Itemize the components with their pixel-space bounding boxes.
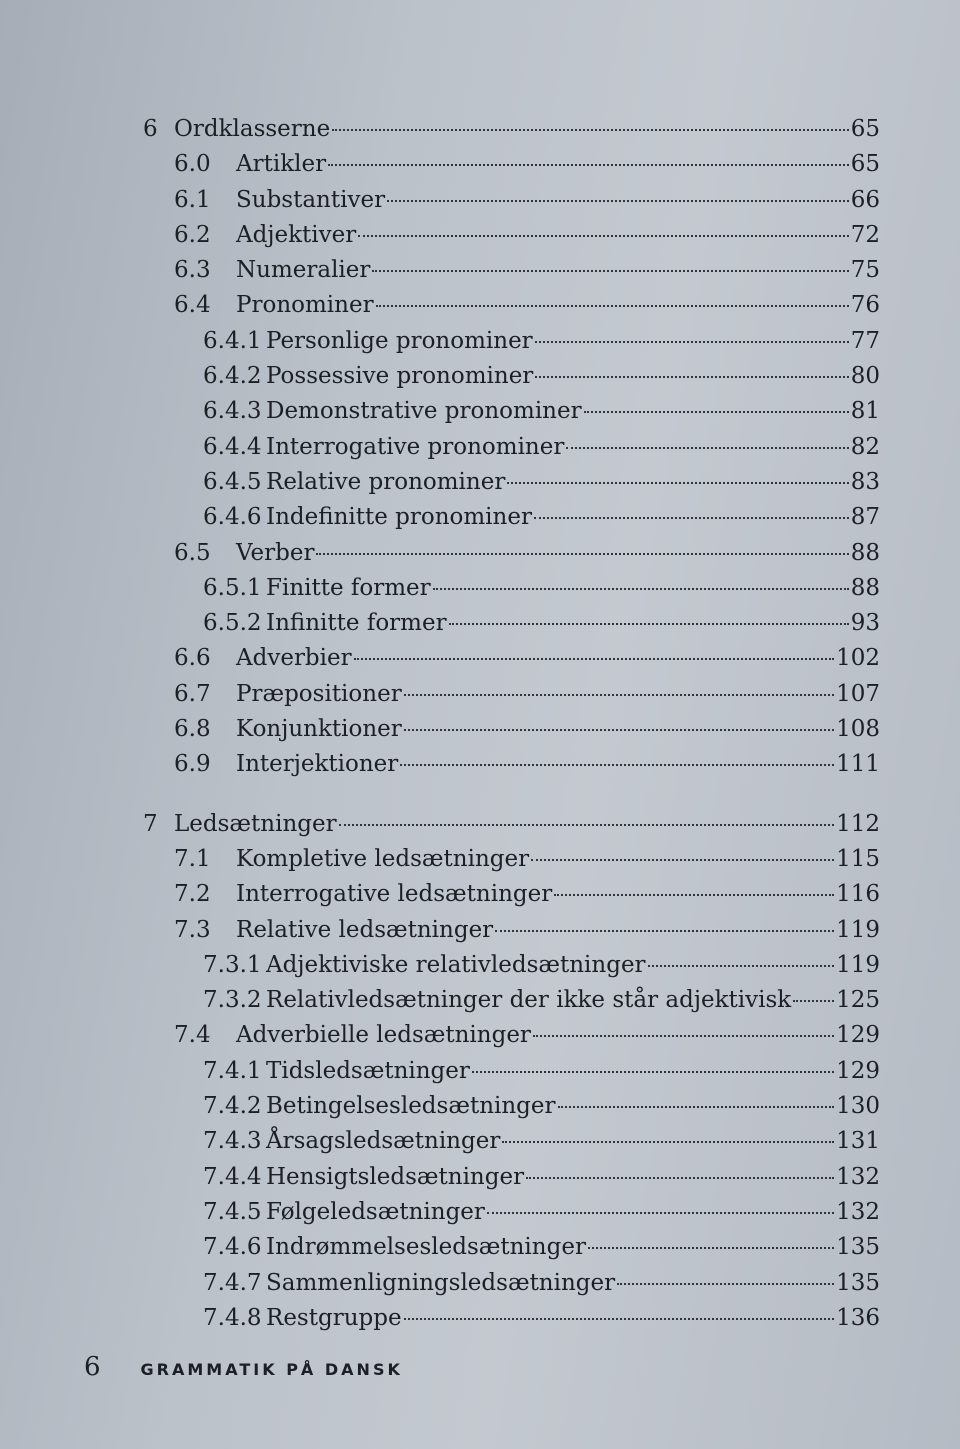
dot-leader — [495, 930, 834, 932]
toc-entry-page: 111 — [836, 751, 880, 778]
toc-entry-number: 6.2 — [174, 221, 211, 248]
toc-entry-line — [266, 1266, 880, 1301]
dot-leader — [332, 129, 849, 131]
toc-entry-number: 6.4.3 — [203, 398, 262, 425]
toc-entry — [0, 641, 960, 676]
toc-entry — [0, 948, 960, 983]
toc-entry-page: 93 — [850, 610, 880, 637]
toc-entry-title: Adverbielle ledsætninger — [236, 1022, 531, 1049]
dot-leader — [535, 341, 849, 343]
toc-entry-title: Relative ledsætninger — [236, 916, 494, 943]
toc-entry — [0, 571, 960, 606]
toc-entry — [0, 983, 960, 1018]
toc-entry — [0, 430, 960, 465]
toc-entry-title: Substantiver — [236, 186, 386, 213]
toc-entry-page: 88 — [850, 574, 880, 601]
toc-entry-line — [236, 183, 880, 218]
toc-entry-number: 7.3 — [174, 916, 211, 943]
toc-entry-number: 7.4.2 — [203, 1093, 262, 1120]
dot-leader — [648, 965, 835, 967]
dot-leader — [372, 270, 848, 272]
toc-entry-line — [236, 147, 880, 182]
toc-entry-page: 112 — [836, 810, 880, 837]
toc-entry — [0, 747, 960, 782]
toc-entry — [0, 465, 960, 500]
toc-entry — [0, 324, 960, 359]
toc-entry-number: 7.4.4 — [203, 1163, 262, 1190]
toc-entry-number: 7.1 — [174, 845, 211, 872]
toc-entry-line — [266, 1089, 880, 1124]
toc-entry-title: Indrømmelsesledsætninger — [266, 1234, 586, 1261]
toc-entry-number: 6.0 — [174, 151, 211, 178]
toc-entry-title: Adverbier — [236, 645, 352, 672]
dot-leader — [449, 623, 849, 625]
toc-entry-number: 6.4 — [174, 292, 211, 319]
toc-entry-number: 6.5 — [174, 539, 211, 566]
toc-entry — [0, 253, 960, 288]
toc-entry-page: 107 — [836, 680, 880, 707]
toc-entry-title: Interrogative pronominer — [266, 433, 565, 460]
toc-entry-line — [266, 465, 880, 500]
dot-leader — [531, 859, 834, 861]
toc-entry-title: Relativledsætninger der ikke står adjektivisk — [266, 987, 792, 1014]
toc-entry-number: 7.4.3 — [203, 1128, 262, 1155]
toc-entry-number: 7.3.1 — [203, 951, 262, 978]
toc-entry-line — [266, 1195, 880, 1230]
table-of-contents — [0, 112, 960, 1336]
toc-entry-page: 88 — [850, 539, 880, 566]
toc-entry-line — [266, 983, 880, 1018]
toc-entry-page: 131 — [836, 1128, 880, 1155]
dot-leader — [588, 1247, 834, 1249]
running-book-title: GRAMMATIK PÅ DANSK — [140, 1360, 403, 1379]
toc-entry-page: 77 — [850, 327, 880, 354]
dot-leader — [617, 1283, 834, 1285]
toc-entry — [0, 1089, 960, 1124]
dot-leader — [328, 164, 849, 166]
toc-entry-title: Finitte former — [266, 574, 431, 601]
dot-leader — [535, 376, 848, 378]
toc-entry-line — [236, 712, 880, 747]
toc-entry-line — [266, 394, 880, 429]
toc-entry-title: Ordklasserne — [174, 116, 331, 142]
toc-entry-title: Tidsledsætninger — [266, 1057, 470, 1084]
toc-entry-number: 6.7 — [174, 680, 211, 707]
toc-entry — [0, 500, 960, 535]
toc-entry-line — [236, 747, 880, 782]
toc-entry-title: Pronominer — [236, 292, 374, 319]
toc-entry-title: Adjektiviske relativledsætninger — [266, 951, 646, 978]
dot-leader — [566, 447, 848, 449]
toc-entry-page: 129 — [836, 1057, 880, 1084]
toc-entry — [0, 359, 960, 394]
toc-entry-number: 6.8 — [174, 716, 211, 743]
dot-leader — [472, 1071, 834, 1073]
toc-entry — [0, 394, 960, 429]
toc-entry — [0, 288, 960, 323]
toc-entry-page: 135 — [836, 1234, 880, 1261]
toc-entry-number: 6 — [143, 116, 158, 142]
toc-entry-line — [236, 641, 880, 676]
dot-leader — [554, 894, 834, 896]
toc-entry — [0, 1054, 960, 1089]
toc-entry-number: 7.4.1 — [203, 1057, 262, 1084]
dot-leader — [404, 694, 834, 696]
toc-entry-line — [266, 1124, 880, 1159]
toc-entry-line — [266, 430, 880, 465]
toc-entry-title: Adjektiver — [236, 221, 357, 248]
toc-entry-page: 132 — [836, 1163, 880, 1190]
toc-entry — [0, 536, 960, 571]
page-number: 6 — [84, 1352, 101, 1382]
toc-entry-line — [266, 1230, 880, 1265]
toc-entry-line — [236, 253, 880, 288]
toc-entry-line — [266, 1301, 880, 1336]
toc-entry-page: 135 — [836, 1269, 880, 1296]
toc-entry-number: 6.9 — [174, 751, 211, 778]
dot-leader — [534, 517, 849, 519]
toc-entry-number: 7.4.6 — [203, 1234, 262, 1261]
toc-entry-page: 80 — [850, 363, 880, 390]
dot-leader — [433, 588, 849, 590]
dot-leader — [507, 482, 848, 484]
dot-leader — [354, 658, 834, 660]
toc-entry-title: Følgeledsætninger — [266, 1198, 485, 1225]
toc-entry-line — [236, 536, 880, 571]
toc-entry-number: 6.4.4 — [203, 433, 262, 460]
toc-entry-line — [266, 1160, 880, 1195]
toc-entry-page: 108 — [836, 716, 880, 743]
toc-entry-title: Personlige pronominer — [266, 327, 533, 354]
dot-leader — [400, 764, 834, 766]
toc-entry-title: Årsagsledsætninger — [266, 1128, 501, 1155]
toc-entry-number: 7.4 — [174, 1022, 211, 1049]
toc-entry-page: 130 — [836, 1093, 880, 1120]
dot-leader — [376, 305, 849, 307]
toc-entry-page: 136 — [836, 1304, 880, 1331]
toc-entry-page: 65 — [850, 151, 880, 178]
toc-entry-line — [266, 606, 880, 641]
toc-entry-number: 7.3.2 — [203, 987, 262, 1014]
toc-entry-number: 6.4.6 — [203, 504, 262, 531]
toc-entry — [0, 1266, 960, 1301]
toc-entry-title: Interjektioner — [236, 751, 399, 778]
toc-entry-number: 7.4.5 — [203, 1198, 262, 1225]
toc-entry — [0, 1301, 960, 1336]
toc-entry-title: Præpositioner — [236, 680, 402, 707]
toc-entry-page: 82 — [850, 433, 880, 460]
toc-entry-number: 6.4.5 — [203, 468, 262, 495]
toc-entry — [0, 913, 960, 948]
toc-chapter-6 — [0, 112, 960, 783]
dot-leader — [793, 1000, 834, 1002]
toc-entry — [0, 877, 960, 912]
toc-entry-title: Possessive pronominer — [266, 363, 534, 390]
toc-entry — [0, 1160, 960, 1195]
toc-entry-title: Konjunktioner — [236, 716, 402, 743]
dot-leader — [404, 1318, 835, 1320]
toc-entry-number: 7.4.8 — [203, 1304, 262, 1331]
toc-entry-line — [236, 1018, 880, 1053]
dot-leader — [404, 729, 834, 731]
toc-entry-title: Interrogative ledsætninger — [236, 881, 553, 908]
toc-entry-page: 87 — [850, 504, 880, 531]
toc-entry — [0, 1124, 960, 1159]
toc-entry-title: Indefinitte pronominer — [266, 504, 532, 531]
toc-entry-page: 65 — [850, 116, 880, 142]
toc-entry-title: Restgruppe — [266, 1304, 402, 1331]
toc-entry-line — [236, 913, 880, 948]
toc-entry-line — [266, 571, 880, 606]
toc-entry — [0, 1230, 960, 1265]
dot-leader — [526, 1177, 834, 1179]
page-footer — [84, 1352, 403, 1382]
toc-entry-line — [236, 218, 880, 253]
dot-leader — [487, 1212, 834, 1214]
toc-entry-title: Relative pronominer — [266, 468, 506, 495]
toc-entry-line — [236, 677, 880, 712]
toc-entry-page: 72 — [850, 221, 880, 248]
dot-leader — [533, 1035, 834, 1037]
dot-leader — [358, 235, 849, 237]
toc-entry-title: Sammenligningsledsætninger — [266, 1269, 616, 1296]
toc-entry-title: Hensigtsledsætninger — [266, 1163, 525, 1190]
toc-entry-page: 119 — [836, 916, 880, 943]
toc-entry-page: 119 — [836, 951, 880, 978]
toc-entry — [0, 1018, 960, 1053]
dot-leader — [558, 1106, 835, 1108]
toc-entry-number: 6.4.2 — [203, 363, 262, 390]
toc-entry-title: Ledsætninger — [174, 810, 337, 837]
toc-entry — [0, 712, 960, 747]
toc-entry-number: 6.5.2 — [203, 610, 262, 637]
toc-entry — [0, 112, 960, 147]
toc-entry — [0, 807, 960, 842]
toc-entry-number: 6.4.1 — [203, 327, 262, 354]
toc-entry-number: 7.2 — [174, 881, 211, 908]
toc-entry-page: 125 — [836, 987, 880, 1014]
dot-leader — [584, 411, 849, 413]
toc-entry — [0, 677, 960, 712]
toc-entry-title: Betingelsesledsætninger — [266, 1093, 556, 1120]
toc-entry-page: 129 — [836, 1022, 880, 1049]
toc-entry-number: 6.1 — [174, 186, 211, 213]
toc-entry-page: 116 — [836, 881, 880, 908]
toc-entry-line — [266, 324, 880, 359]
dot-leader — [316, 553, 848, 555]
toc-entry-title: Demonstrative pronominer — [266, 398, 582, 425]
toc-entry-line — [266, 948, 880, 983]
dot-leader — [387, 200, 849, 202]
toc-entry — [0, 183, 960, 218]
toc-entry-page: 75 — [850, 257, 880, 284]
toc-entry-page: 76 — [850, 292, 880, 319]
toc-entry-page: 115 — [836, 845, 880, 872]
toc-chapter-7 — [0, 807, 960, 1336]
toc-entry-number: 6.3 — [174, 257, 211, 284]
toc-entry-page: 81 — [850, 398, 880, 425]
chapter-gap — [0, 783, 960, 807]
toc-entry — [0, 218, 960, 253]
toc-entry-page: 102 — [836, 645, 880, 672]
toc-entry-title: Infinitte former — [266, 610, 447, 637]
toc-entry — [0, 606, 960, 641]
toc-entry — [0, 1195, 960, 1230]
toc-entry-title: Verber — [236, 539, 315, 566]
dot-leader — [339, 824, 835, 826]
toc-entry-line — [266, 500, 880, 535]
toc-entry-number: 6.6 — [174, 645, 211, 672]
toc-entry-title: Numeralier — [236, 257, 371, 284]
toc-entry-title: Kompletive ledsætninger — [236, 845, 530, 872]
toc-entry-line — [266, 1054, 880, 1089]
toc-entry — [0, 842, 960, 877]
toc-entry-title: Artikler — [236, 151, 327, 178]
toc-entry — [0, 147, 960, 182]
toc-entry-line — [174, 807, 880, 842]
dot-leader — [502, 1141, 834, 1143]
toc-entry-line — [236, 842, 880, 877]
toc-entry-page: 132 — [836, 1198, 880, 1225]
toc-entry-page: 83 — [850, 468, 880, 495]
toc-entry-page: 66 — [850, 186, 880, 213]
toc-entry-number: 7 — [143, 810, 158, 837]
toc-entry-number: 7.4.7 — [203, 1269, 262, 1296]
toc-entry-number: 6.5.1 — [203, 574, 262, 601]
toc-entry-line — [236, 877, 880, 912]
toc-entry-line — [174, 112, 880, 147]
toc-entry-line — [266, 359, 880, 394]
toc-entry-line — [236, 288, 880, 323]
